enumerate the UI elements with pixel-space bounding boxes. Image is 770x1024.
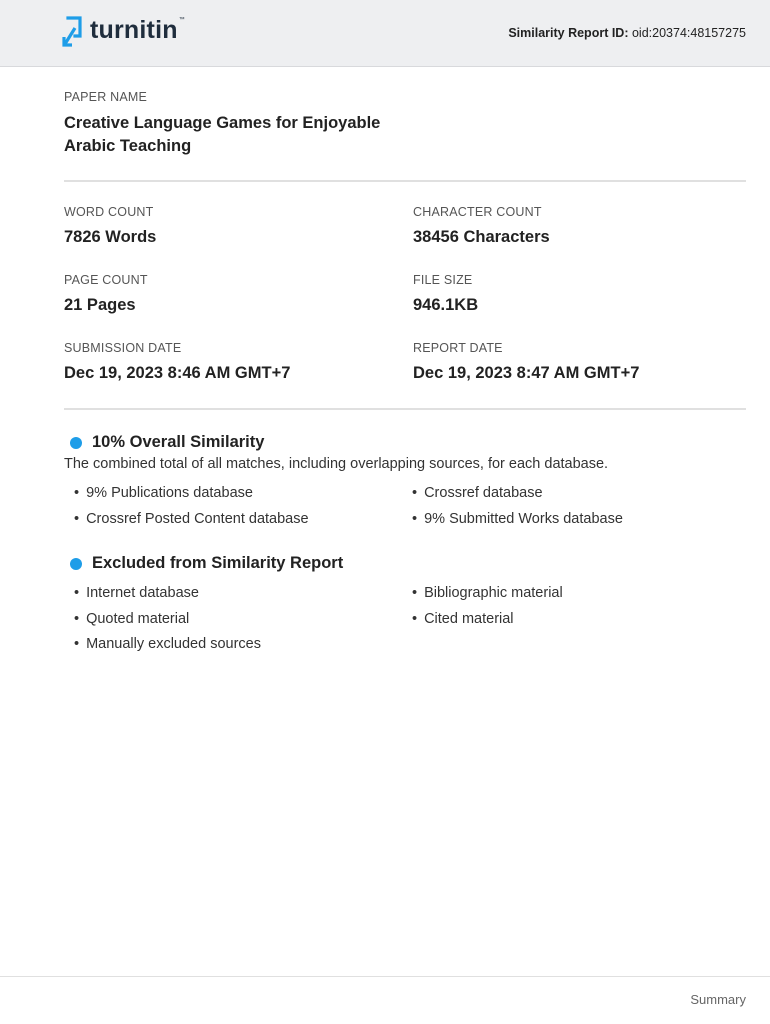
blue-dot-icon — [70, 437, 82, 449]
list-item: • Crossref Posted Content database — [74, 511, 309, 527]
character-count-label: CHARACTER COUNT — [413, 205, 542, 219]
list-item: • Cited material — [412, 611, 514, 627]
list-item: • Quoted material — [74, 611, 189, 627]
list-item: • 9% Submitted Works database — [412, 511, 623, 527]
turnitin-logo-icon — [62, 15, 84, 49]
blue-dot-icon — [70, 558, 82, 570]
file-size-label: FILE SIZE — [413, 273, 473, 287]
submission-date: Dec 19, 2023 8:46 AM GMT+7 — [64, 364, 291, 382]
logo-trademark: ™ — [178, 17, 185, 23]
similarity-report-id — [508, 26, 746, 40]
list-item: • 9% Publications database — [74, 485, 253, 501]
divider — [64, 180, 746, 182]
page-count: 21 Pages — [64, 296, 136, 314]
word-count-label: WORD COUNT — [64, 205, 154, 219]
file-size: 946.1KB — [413, 296, 479, 314]
paper-name-label: PAPER NAME — [64, 90, 148, 104]
excluded-heading — [70, 554, 343, 573]
report-id-value: oid:20374:48157275 — [631, 26, 746, 40]
footer-divider — [0, 976, 770, 977]
footer-summary-label: Summary — [690, 992, 746, 1007]
character-count: 38456 Characters — [413, 228, 550, 246]
excluded-title: Excluded from Similarity Report — [92, 554, 344, 572]
divider — [64, 408, 746, 410]
report-date: Dec 19, 2023 8:47 AM GMT+7 — [413, 364, 640, 382]
report-date-label: REPORT DATE — [413, 341, 503, 355]
submission-date-label: SUBMISSION DATE — [64, 341, 182, 355]
logo-wordmark: turnitin — [90, 16, 178, 44]
list-item: • Crossref database — [412, 485, 543, 501]
overall-similarity-heading — [70, 433, 264, 452]
overall-similarity-title: 10% Overall Similarity — [92, 433, 265, 451]
similarity-description: The combined total of all matches, including overlapping sources, for each database. — [64, 456, 609, 472]
list-item: • Bibliographic material — [412, 585, 563, 601]
report-header — [0, 0, 770, 67]
turnitin-logo — [62, 15, 185, 49]
list-item: • Internet database — [74, 585, 199, 601]
paper-name: Creative Language Games for Enjoyable Arabic Teaching — [64, 114, 381, 155]
report-id-label: Similarity Report ID: — [508, 26, 629, 40]
page-count-label: PAGE COUNT — [64, 273, 148, 287]
word-count: 7826 Words — [64, 228, 157, 246]
list-item: • Manually excluded sources — [74, 636, 261, 652]
